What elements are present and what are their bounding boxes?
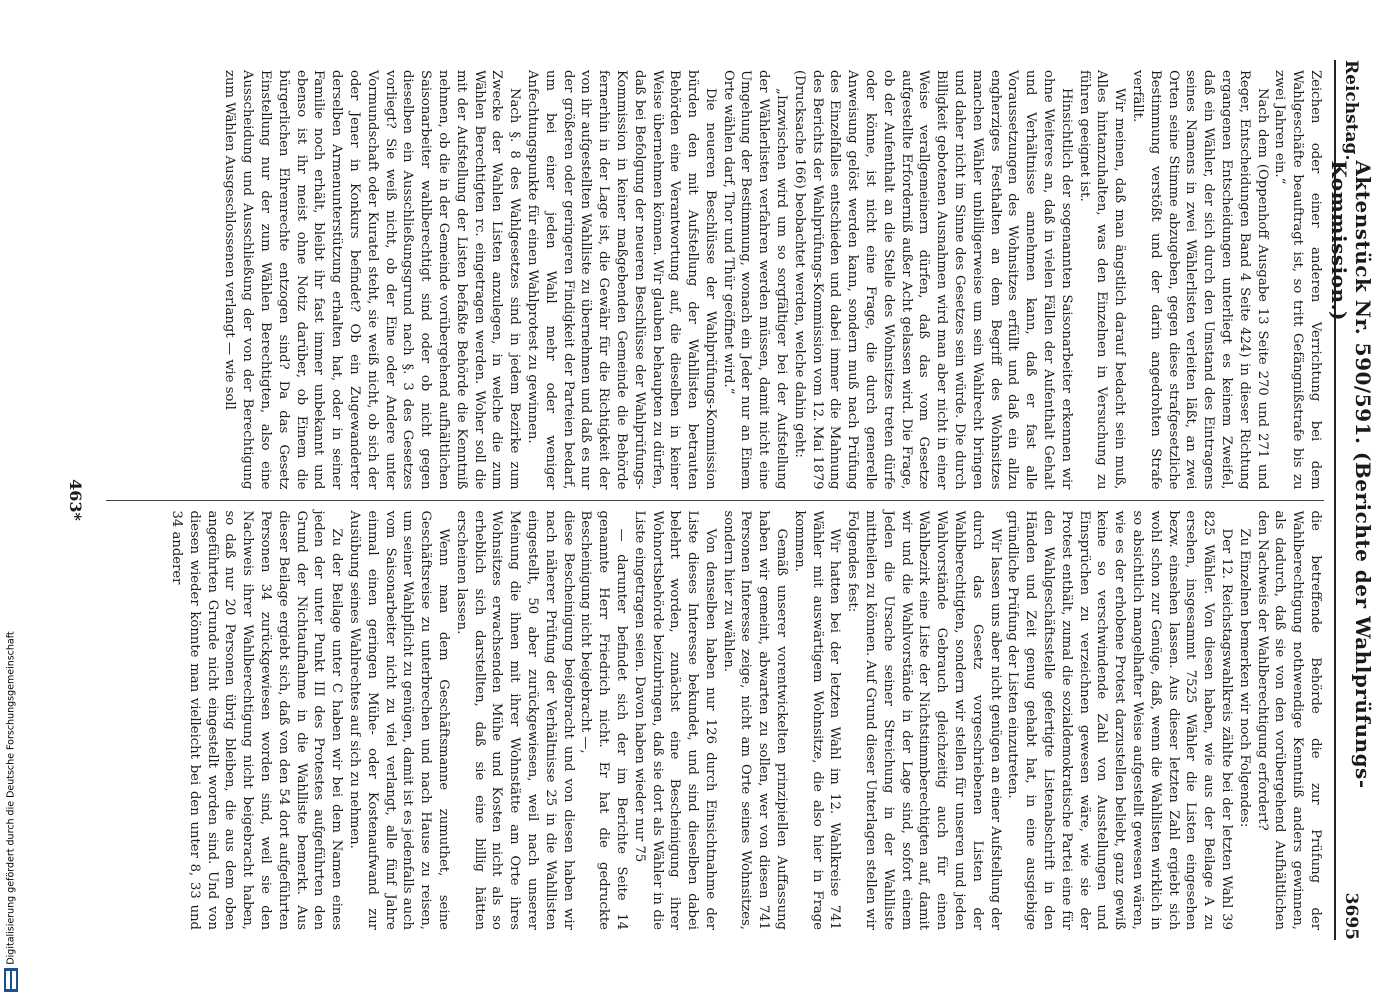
quote-paragraph: „Inzwischen wird um so sorgfältiger bei der Aufstellung der Wählerlisten verfahren werden müssen, damit nicht eine Umgehung der Bestimmung, wonach ein Jeder nur an Einem Orte wählen darf, Thor und Thür geöffnet wird.“: [720, 70, 790, 490]
paragraph: Von denselben haben nur 126 durch Einsichtnahme der Liste dieses Interesse bekundet, und sind dieselben dabei belehrt worden, zunächst eine Bescheinigung ihrer Wohnortsbehörde beizubringen, daß sie dort als Wähler in die Liste eingetragen seien. Davon haben wieder nur 75: [631, 510, 718, 930]
document-title: Aktenstück Nr. 590/591.: [1351, 160, 1375, 445]
header-left: Reichstag.: [1341, 60, 1361, 161]
page-header: [1327, 60, 1375, 940]
paragraph: diese Bescheinigung beigebracht und von diesen haben wir nach näherer Prüfung der Verhältnisse 25 in die Wahllisten eingestellt, 50 aber zurückgewiesen, weil nach unserer Meinung die ihnen mit ihrer Wohnstätte am Orte ihres Wohnsitzes erwachsenden Mühe und Kosten nicht als so erheblich sich darstellten, daß sie eine billig hätten erscheinen lassen.: [453, 510, 576, 930]
page-number: 3695: [1341, 892, 1361, 940]
paragraph: Der 12. Reichstagswahlkreis zählte bei der letzten Wahl 39 825 Wähler. Von diesen haben, wie aus der Beilage A zu ersehen, insgesammt 7525 Wähler die Listen eingesehen bezw. einsehen lassen. Aus dieser letzten Zahl ergiebt sich wohl schon zur Genüge, daß, wenn die Wahllisten wirklich in so absichtlich mangelhafter Weise aufgestellt gewesen wären, wie es der erhobene Protest darzustellen beliebt, ganz gewiß keine so verschwindende Zahl von Ausstellungen und Einsprüchen zu verzeichnen gewesen wäre, wie sie der Protest enthält, zumal die sozialdemokratische Partei eine für den Wahlgeschäftsstelle gefertigte Listenabschrift in den Händen und Zeit genug gehabt hat, in eine ausgiebige gründliche Prüfung der Listen einzutreten.: [1005, 510, 1235, 930]
page-footer-mark: 463*: [66, 479, 85, 521]
paragraph: Die neueren Beschlüsse der Wahlprüfungs-Kommission bürden den mit Aufstellung der Wahllisten betrauten Behörden eine Verantwortung auf, die dieselben in keiner Weise übernehmen können. Wir glauben behaupten zu dürfen, daß bei Befolgung der neueren Beschlüsse der Wahlprüfungs-Kommission in keiner maßgebenden Gemeinde die Behörde fernerhin in der Lage ist, die Gewähr für die Richtigkeit der von ihr aufgestellten Wahlliste zu übernehmen und daß es nur der größeren oder geringeren Findigkeit der Parteien bedarf, um bei einer jeden Wahl mehr oder weniger Anfechtungspunkte für einen Wahlprotest zu gewinnen.: [524, 70, 718, 490]
column-right: [106, 501, 1324, 941]
paragraph: Nach §. 8 des Wahlgesetzes sind in jedem Bezirke zum Zwecke der Wahlen Listen anzulegen, in welche die zum Wählen Berechtigten rc. eingetragen werden. Woher soll die mit der Aufstellung der Listen befaßte Behörde die Kenntniß nehmen, ob die in der Gemeinde vorübergehend aufhältlichen Saisonarbeiter wahlberechtigt sind oder ob nicht gegen dieselben ein Ausschließungsgrund nach §. 3 des Gesetzes vorliegt? Sie weiß nicht, ob der Eine oder Andere unter Vormundschaft oder Kuratel steht, sie weiß nicht, ob sich der oder Jener in Konkurs befindet? Ob ein Zugewanderter derselben Armenunterstützung erhalten hat, oder in seiner Familie noch erhält, bleibt ihr fast immer unbekannt und ebenso ist ihr meist ohne Notiz darüber, ob Einem die bürgerlichen Ehrenrechte entzogen sind? Da das Gesetz Einstellung nur der zum Wählen Berechtigten, also eine Ausscheidung und Ausschließung der von der Berechtigung zum Wählen Ausgeschlossenen verlangt — wie soll: [222, 70, 523, 490]
paragraph: Wir lassen uns aber nicht genügen an einer Aufstellung der durch das Gesetz vorgeschriebenen Listen der Wahlberechtigten, sondern wir stellen für unseren und jeden Wahlvorstände Gebrauch gleichzeitig auch für einen Wahlbezirk eine Liste der Nichtstimmberechtigten auf, damit wir und die Wahlvorstände in der Lage sind, sofort einem Jeden die Ursache seiner Streichung in der Wahlliste mittheilen zu können. Auf Grund dieser Unterlagen stellen wir Folgendes fest:: [845, 510, 1003, 930]
paragraph: Gemäß unserer vorentwickelten prinzipiellen Auffassung haben wir gemeint, abwarten zu sollen, wer von diesen 741 Personen Interesse zeige, nicht am Orte seines Wohnsitzes, sondern hier zu wählen.: [720, 510, 790, 930]
paragraph: Zu der Beilage unter C haben wir bei dem Namen eines jeden der unter Punkt III des Protestes aufgeführten den Grund der Nichtaufnahme in die Wahlliste bemerkt. Aus dieser Beilage ergiebt sich, daß von den 54 dort aufgeführten Personen 34 zurückgewiesen worden sind, weil sie den Nachweis ihrer Wahlberechtigung nicht beigebracht haben, so daß nur 20 Personen übrig bleiben, die aus dem oben angeführten Grunde nicht eingestellt worden sind. Und von diesen wieder könnte man vielleicht bei den unter 8, 33 und 34 anderer: [169, 510, 345, 930]
paragraph: Wir meinen, daß man ängstlich darauf bedacht sein muß, Alles hintanzuhalten, was den Einzelnen in Versuchung zu führen geeignet ist.: [1076, 70, 1128, 490]
paragraph: die betreffende Behörde die zur Prüfung der Wahlberechtigung nothwendige Kenntniß anders gewinnen, als dadurch, daß sie von den vorübergehend Aufhältlichen den Nachweis der Wahlberechtigung erfordert?: [1254, 510, 1323, 930]
document-subtitle: (Berichte der Wahlprüfungs-Kommission.): [1327, 160, 1375, 789]
paragraph: Wenn man dem Geschäftsmanne zumuthet, seine Geschäftsreise zu unterbrechen und nach Hause zu reisen, um seiner Wahlpflicht zu genügen, damit ist es jedenfalls auch vom Saisonarbeiter nicht zu viel verlangt, alle fünf Jahre einmal einen geringen Mühe- oder Kostenaufwand zur Ausübung seines Wahlrechtes auf sich zu nehmen.: [346, 510, 451, 930]
paragraph: Nach dem (Oppenhoff Ausgabe 13 Seite 270 und 271 und Reger, Entscheidungen Band 4 Seite 424) in dieser Richtung ergangenen Entscheidungen unterliegt es keinem Zweifel, daß ein Wähler, der sich durch den Umstand des Eintragens seines Namens in zwei Wählerlisten verleiten läßt, an zwei Orten seine Stimme abzugeben, gegen diese strafgesetzliche Bestimmung verstößt und der darin angedrohten Strafe verfällt.: [1130, 70, 1270, 490]
scanned-page: [56, 60, 1375, 940]
paragraph: Zeichen oder einer anderen Verrichtung bei dem Wahlgeschäfte beauftragt ist, so tritt Gefängnißstrafe bis zu zwei Jahren ein.“: [1272, 70, 1323, 490]
dfg-logo: [4, 968, 18, 992]
column-left: [106, 60, 1324, 500]
text-columns: [106, 60, 1324, 940]
paragraph: Zu Einzelnen bemerken wir noch Folgendes:: [1236, 528, 1252, 828]
digitization-credit: [4, 608, 18, 988]
page-content-rotated: [56, 60, 1375, 940]
header-center: [1327, 160, 1375, 892]
inset-note: — darunter befindet sich der im Berichte Seite 14 genannte Herr Friedrich nicht. Er hat die gedruckte Bescheinigung nicht beigebracht —,: [578, 510, 629, 930]
paragraph: Hinsichtlich der sogenannten Saisonarbeiter erkennen wir ohne Weiteres an, daß in vielen Fällen der Aufenthalt Gehalt und Verhältnisse annehmen kann, daß er fast alle Voraussetzungen des Wohnsitzes erfüllt und daß ein allzu engherziges Festhalten an dem Begriff des Wohnsitzes manchen Wähler unbilligerweise um sein Wahlrecht bringen und daher nicht im Sinne des Gesetzes sein würde. Die durch Billigkeit gebotenen Ausnahmen wird man aber nicht in einer Weise verallgemeinern dürfen, daß das vom Gesetze aufgestellte Erforderniß außer Acht gelassen wird. Die Frage, ob der Aufenthalt an die Stelle des Wohnsitzes treten dürfe oder könne, ist nicht eine Frage, die durch generelle Anweisung gelöst werden kann, sondern muß nach Prüfung des Einzelfalles entschieden und dabei immer die Mahnung des Berichts der Wahlprüfungs-Kommission vom 12. Mai 1879 (Drucksache 166) beobachtet werden, welche dahin geht:: [791, 70, 1074, 490]
credit-text: Digitalisierung gefördert durch die Deutsche Forschungsgemeinschaft: [5, 631, 17, 965]
paragraph: Wir hatten bei der letzten Wahl im 12. Wahlkreise 741 Wähler mit auswärtigem Wohnsitze, die also hier in Frage kommen.: [791, 510, 843, 930]
